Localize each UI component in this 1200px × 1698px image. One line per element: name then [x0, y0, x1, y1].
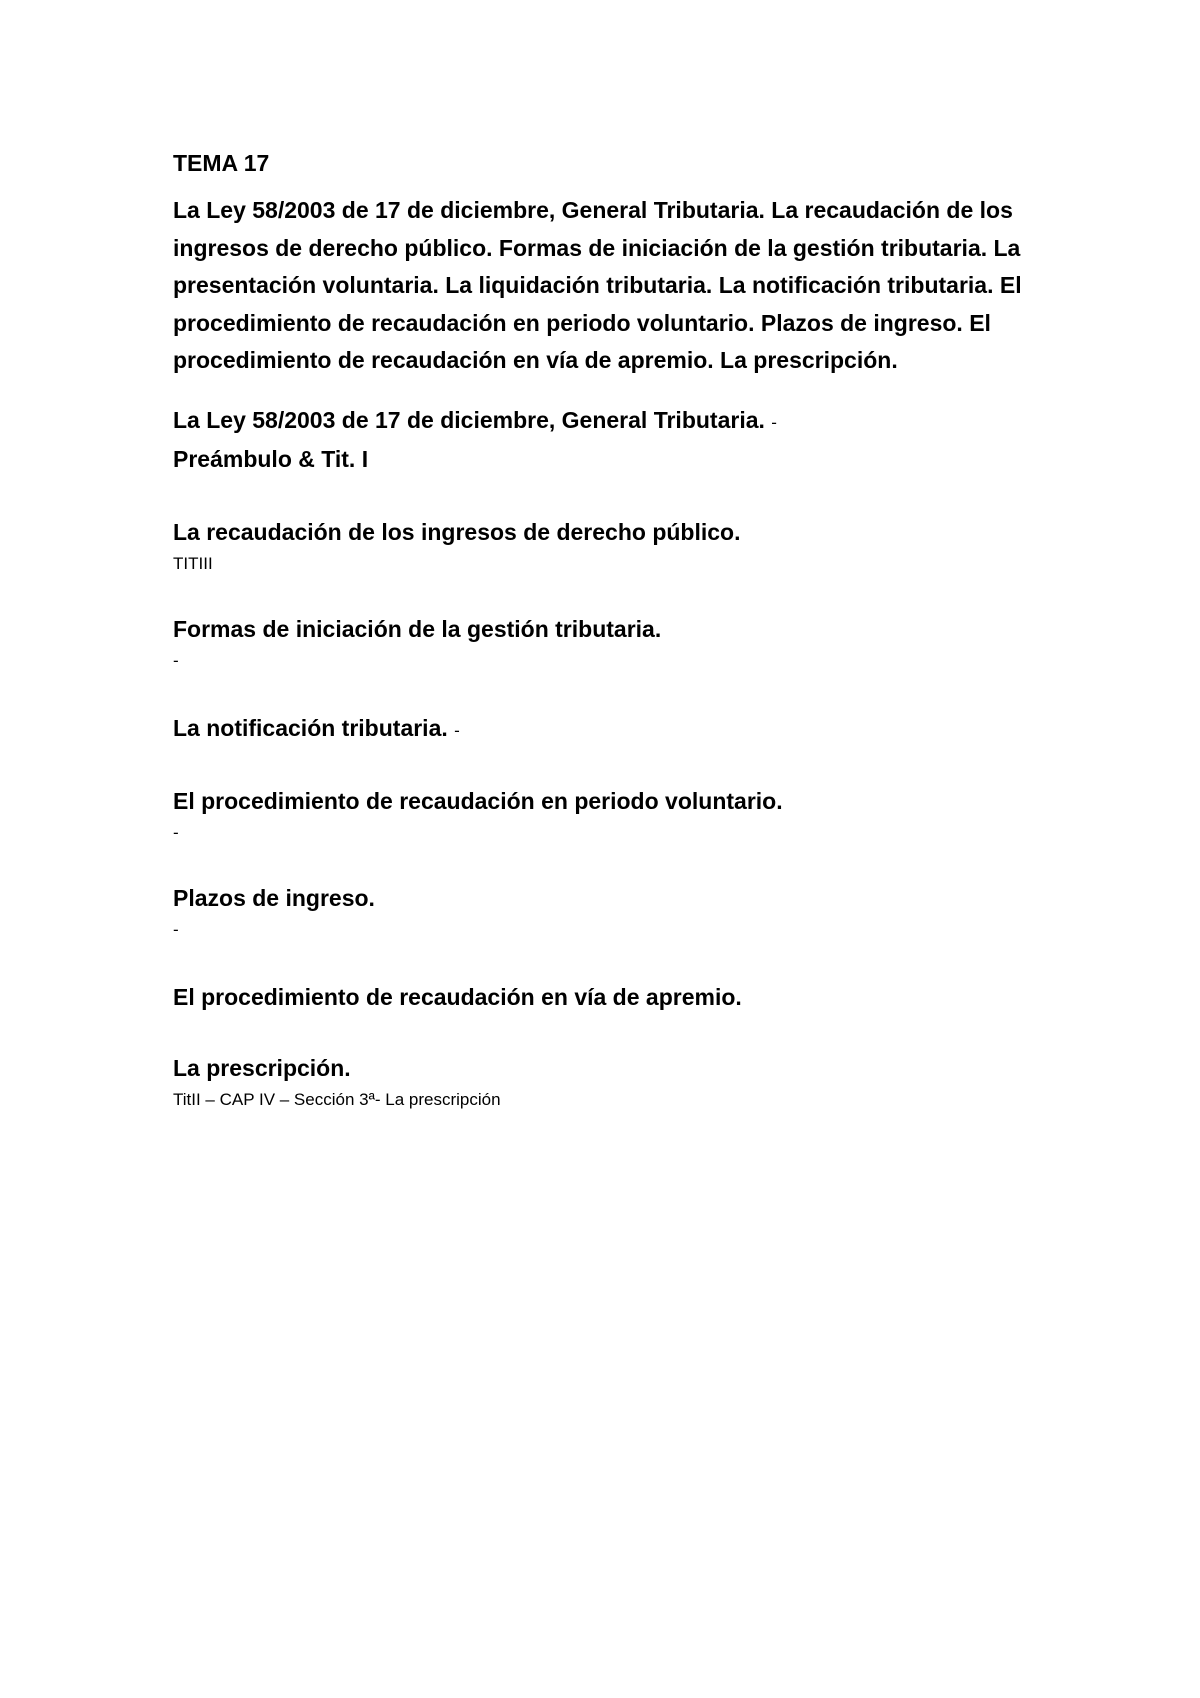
- section-heading-line2: Preámbulo & Tit. I: [173, 445, 369, 472]
- section-heading: Formas de iniciación de la gestión tributaria.: [173, 615, 662, 642]
- section-heading: El procedimiento de recaudación en periodo voluntario.: [173, 787, 783, 814]
- section-formas-iniciacion: [173, 611, 1053, 674]
- section-plazos-ingreso: [173, 880, 1053, 943]
- section-heading-text: La Ley 58/2003 de 17 de diciembre, General Tributaria.: [173, 406, 765, 433]
- document-content: [173, 148, 1053, 1113]
- section-via-apremio: [173, 979, 1053, 1016]
- section-heading-text: La notificación tributaria.: [173, 714, 448, 741]
- section-heading: La prescripción.: [173, 1054, 351, 1081]
- section-heading: [173, 710, 1053, 749]
- section-recaudacion-ingresos: [173, 514, 1053, 577]
- section-inline-note: -: [771, 412, 777, 432]
- section-inline-note: -: [454, 720, 460, 740]
- section-heading: El procedimiento de recaudación en vía de apremio.: [173, 983, 742, 1010]
- section-heading: Plazos de ingreso.: [173, 884, 375, 911]
- section-note: -: [173, 650, 179, 670]
- section-periodo-voluntario: [173, 783, 1053, 846]
- section-note: -: [173, 919, 179, 939]
- section-note: TitII – CAP IV – Sección 3ª- La prescripción: [173, 1089, 501, 1109]
- section-note: -: [173, 822, 179, 842]
- section-note: TITIII: [173, 553, 213, 573]
- section-heading: [173, 402, 1053, 441]
- document-title: TEMA 17: [173, 150, 270, 176]
- section-notificacion: [173, 710, 1053, 749]
- intro-paragraph: La Ley 58/2003 de 17 de diciembre, General Tributaria. La recaudación de los ingresos de derecho público. Formas de iniciación de la gestión tributaria. La presentación voluntaria. La liquidación tributaria. La notificación tributaria. El procedimiento de recaudación en periodo voluntario. Plazos de ingreso. El procedimiento de recaudación en vía de apremio. La prescripción.: [173, 197, 1022, 373]
- section-prescripcion: [173, 1050, 1053, 1113]
- section-ley-general-tributaria: [173, 402, 1053, 478]
- section-heading: La recaudación de los ingresos de derecho público.: [173, 518, 741, 545]
